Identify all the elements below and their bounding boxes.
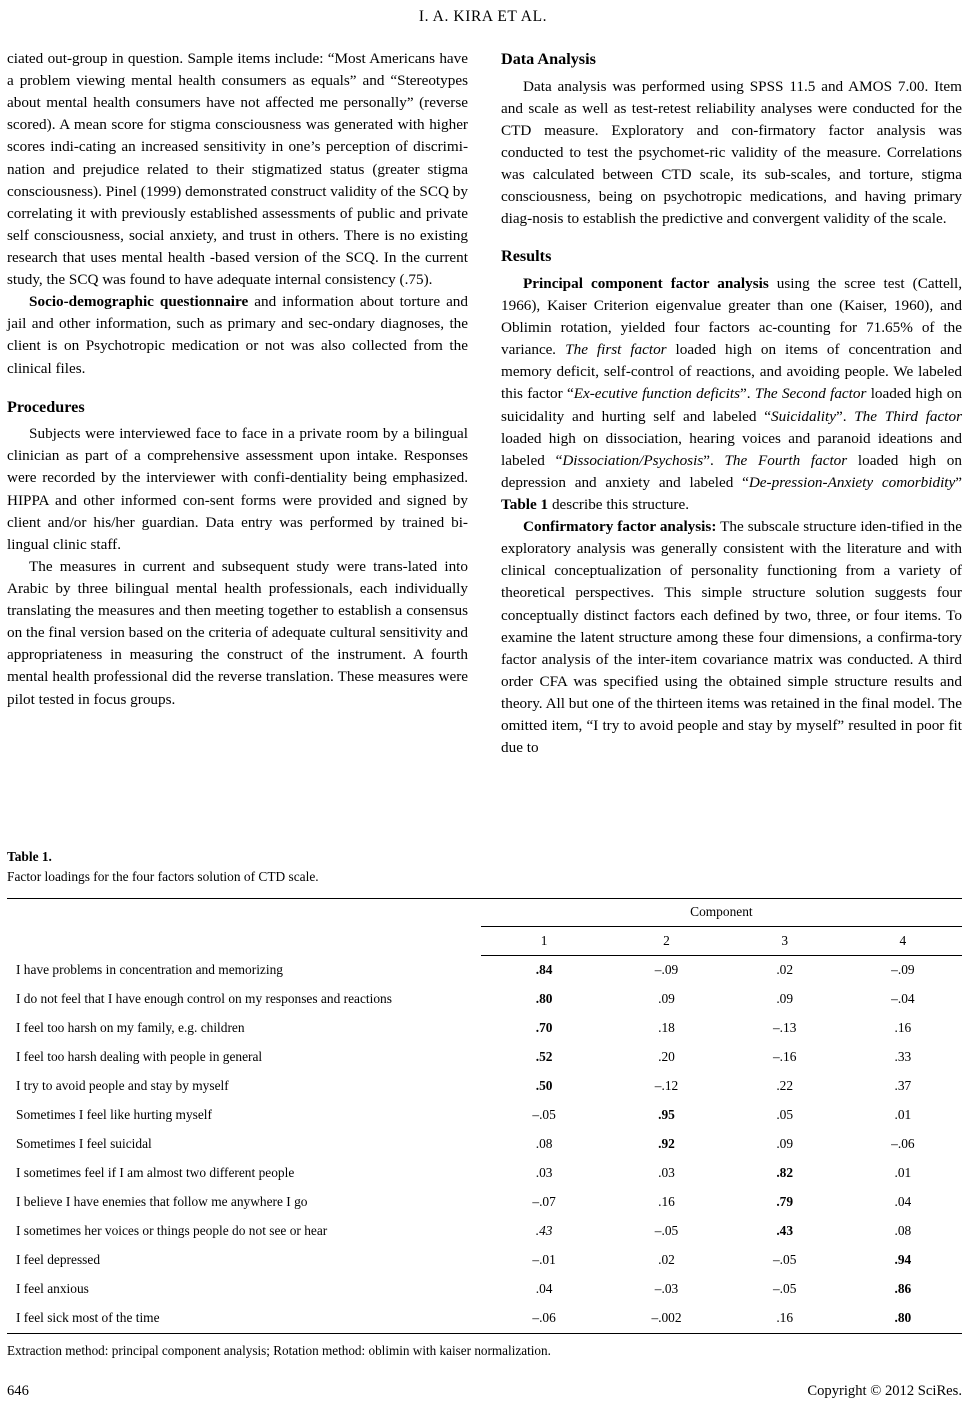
- loading-value-c3: .22: [776, 1078, 794, 1094]
- table-row: [7, 985, 962, 1014]
- text-run: Suicidality: [770, 407, 836, 425]
- text-run: ”: [955, 473, 962, 491]
- row-item-label: I feel anxious: [16, 1281, 89, 1297]
- primary-loading: .92: [658, 1136, 675, 1152]
- loading-value-c4: –.04: [891, 991, 915, 1007]
- table-note: Extraction method: principal component analysis; Rotation method: oblimin with kaiser normalization.: [7, 1342, 551, 1358]
- loading-value-c1: –.06: [532, 1310, 556, 1326]
- row-label-header: [7, 926, 481, 955]
- text-run: Socio-demographic questionnaire: [29, 293, 249, 311]
- row-item-label: Sometimes I feel suicidal: [16, 1136, 152, 1152]
- component-number-header-row: [7, 926, 962, 955]
- loading-value-c1: [481, 1072, 608, 1101]
- row-item-label: I do not feel that I have enough control on my responses and reactions: [16, 991, 392, 1007]
- loading-value-c3: –.05: [772, 1281, 797, 1297]
- table-block: [7, 848, 962, 1360]
- paragraph-stigma-consciousness: [7, 48, 468, 291]
- loading-value-c4: .04: [894, 1194, 912, 1210]
- row-item-label: I feel too harsh dealing with people in general: [16, 1049, 263, 1065]
- primary-loading: .86: [894, 1281, 912, 1297]
- table-row: [7, 1217, 962, 1246]
- text-run: Data analysis was performed using SPSS 11.5 and AMOS 7.00. Item and scale as well as test-retest reliability analyses were conducted for the CTD measure. Exploratory and con-firmatory factor analysis was conducted to test the psychomet-ric validity of the measure. Correlations was calculated between CTD scale, its sub-scales, and torture, stigma consciousness, being on psychotropic medications, and having primary diag-nosis to establish the predictive and convergent validity of the scale.: [501, 77, 962, 228]
- heading-results: Results: [501, 247, 552, 266]
- loading-value-c4: .01: [894, 1165, 912, 1181]
- loading-value-c1: [481, 1217, 608, 1246]
- paragraph-procedures-1: [7, 423, 468, 556]
- text-run: loaded high on suicidality and hurting self and labeled “: [501, 385, 962, 425]
- loading-value-c2: –.002: [651, 1310, 682, 1326]
- loading-value-c2: –.03: [654, 1281, 679, 1297]
- table-number: Table 1.: [7, 849, 52, 864]
- row-item-label: I feel too harsh on my family, e.g. children: [16, 1020, 245, 1036]
- loading-value-c2: .16: [658, 1194, 675, 1210]
- loading-value-c3: .05: [776, 1107, 794, 1123]
- table-row: [7, 1188, 962, 1217]
- loading-value-c1: –.05: [532, 1107, 556, 1123]
- text-run: Subjects were interviewed face to face in a private room by a bilingual clinician as part of a comprehensive assessment upon intake. Responses were recorded by the interviewer with confi-dentiality being emphasized. HIPPA and other informed con-sent forms were provided and signed by client and/or his/her guardian. Data entry was performed by trained bi-lingual clinic staff.: [7, 425, 468, 553]
- loading-value-c1: .04: [535, 1281, 553, 1297]
- table-row: [7, 1275, 962, 1304]
- empty-corner-cell: [7, 899, 481, 927]
- table-row: [7, 1101, 962, 1130]
- loading-value-c2: .02: [658, 1252, 675, 1268]
- loading-value-c4: .08: [894, 1223, 912, 1239]
- text-run: Principal component factor analysis: [523, 274, 769, 292]
- row-item-label: I sometimes her voices or things people do not see or hear: [16, 1223, 328, 1239]
- loading-value-c3: –.13: [772, 1020, 797, 1036]
- paragraph-confirmatory-factor: [501, 516, 962, 759]
- loading-value-c3: [726, 1159, 844, 1188]
- loading-value-c4: –.06: [891, 1136, 915, 1152]
- primary-loading: .80: [894, 1310, 912, 1326]
- table-row: [7, 1130, 962, 1159]
- loading-value-c2: .18: [658, 1020, 675, 1036]
- loading-value-c1: [481, 955, 608, 985]
- text-run: loaded high on dissociation, hearing voices and paranoid ideations and labeled “: [501, 429, 962, 469]
- text-run: describe this structure.: [548, 495, 690, 513]
- loading-value-c4: .01: [894, 1107, 912, 1123]
- loading-value-c3: [726, 1217, 844, 1246]
- text-run: ”.: [835, 407, 855, 425]
- running-head: I. A. KIRA ET AL.: [418, 8, 548, 25]
- table-row: [7, 1246, 962, 1275]
- primary-loading: .94: [894, 1252, 912, 1268]
- loading-value-c2: .03: [658, 1165, 675, 1181]
- loading-value-c1: [481, 1043, 608, 1072]
- text-run: Dissociation/Psychosis: [562, 451, 704, 469]
- primary-loading: .50: [535, 1078, 553, 1094]
- text-run: The subscale structure iden-tified in the exploratory analysis was generally consistent with the literature and with clinical conceptualization of personality functioning from a variety of theoretical perspectives. This simple structure solution suggests four conceptually distinct factors each defined by two, three, or four items. To examine the latent structure among these four dimensions, a confirma-tory factor analysis of the inter-item covariance matrix was conducted. A third order CFA was specified using the obtained simple structure results and theory. All but one of the thirteen items was retained in the final model. The omitted item, “I try to avoid people and stay by myself” resulted in poor fit due to: [501, 518, 963, 757]
- text-run: De-pression-Anxiety comorbidity: [748, 473, 956, 491]
- text-run: using the scree test (Cattell, 1966), Kaiser Criterion eigenvalue greater than one (Kaiser, 1960), and Oblimin rotation, yielded four factors ac-counting for 71.65% of the variance: [501, 274, 962, 359]
- text-run: Table 1: [501, 495, 549, 513]
- component-group-label: Component: [481, 899, 962, 927]
- row-item-label: I have problems in concentration and memorizing: [16, 961, 283, 977]
- text-run: Ex-ecutive function deficits: [573, 385, 741, 403]
- loading-value-c4: –.09: [891, 962, 915, 978]
- text-run: The Second factor: [754, 385, 867, 403]
- text-run: Confirmatory factor analysis:: [523, 518, 717, 536]
- loading-value-c3: .09: [776, 991, 794, 1007]
- loading-value-c3: –.05: [772, 1252, 797, 1268]
- row-item-label: I feel sick most of the time: [16, 1310, 160, 1326]
- loading-value-c3: –.16: [772, 1049, 797, 1065]
- primary-loading: .80: [535, 991, 553, 1007]
- text-run: . The first factor: [552, 341, 667, 359]
- loading-value-c2: –.05: [654, 1223, 679, 1239]
- right-column: [501, 48, 962, 838]
- page-number: 646: [7, 1383, 29, 1399]
- text-run: ”.: [703, 451, 725, 469]
- text-run: The Fourth factor: [724, 451, 848, 469]
- column-header-3: 3: [726, 926, 844, 955]
- text-run: ”.: [740, 385, 755, 403]
- primary-loading: .84: [535, 962, 553, 978]
- table-row: [7, 1304, 962, 1334]
- table-row: [7, 1072, 962, 1101]
- text-run: The Third factor: [854, 407, 962, 425]
- row-item-label: I believe I have enemies that follow me anywhere I go: [16, 1194, 308, 1210]
- table-row: [7, 1014, 962, 1043]
- loading-value-c1: .03: [535, 1165, 553, 1181]
- row-item-label: Sometimes I feel like hurting myself: [16, 1107, 212, 1123]
- primary-loading: .95: [658, 1107, 675, 1123]
- loading-value-c3: .09: [776, 1136, 794, 1152]
- table-caption: Factor loadings for the four factors solution of CTD scale.: [7, 869, 319, 885]
- table-body: [7, 898, 962, 1334]
- paragraph-data-analysis: [501, 76, 962, 231]
- rule-cell: [7, 1333, 962, 1334]
- column-header-1: 1: [481, 926, 608, 955]
- loading-value-c3: .02: [776, 962, 794, 978]
- loading-value-c4: [844, 1246, 962, 1275]
- primary-loading: .52: [535, 1049, 553, 1065]
- paragraph-procedures-2: [7, 556, 468, 711]
- loading-value-c4: .33: [894, 1049, 912, 1065]
- text-run: loaded high on items of concentration and memory deficit, self-control of reactions, and avoiding people. We labeled this factor “: [501, 341, 962, 403]
- heading-data-analysis: Data Analysis: [501, 50, 596, 68]
- loading-value-c4: .37: [894, 1078, 912, 1094]
- loading-value-c2: [607, 1130, 725, 1159]
- text-run: and information about torture and jail and other information, such as primary and sec-ondary diagnoses, the client is on Psychotropic medication or not was also collected from the clinical files.: [7, 293, 468, 377]
- left-column: [7, 48, 468, 838]
- table-row: [7, 955, 962, 985]
- loading-value-c4: [844, 1275, 962, 1304]
- text-run: loaded high on depression and anxiety and labeled “: [501, 451, 962, 491]
- column-header-2: 2: [607, 926, 725, 955]
- component-group-header-row: [7, 899, 962, 927]
- loading-value-c1: [481, 1014, 608, 1043]
- primary-loading: .79: [776, 1194, 794, 1210]
- copyright-notice: Copyright © 2012 SciRes.: [807, 1383, 962, 1399]
- loading-value-c4: [844, 1304, 962, 1334]
- table-row: [7, 1043, 962, 1072]
- column-header-4: 4: [844, 926, 962, 955]
- loading-value-c1: –.07: [532, 1194, 556, 1210]
- factor-loadings-table: [7, 898, 962, 1334]
- loading-value-c2: –.12: [654, 1078, 679, 1094]
- body-columns: [7, 48, 962, 838]
- loading-value-c1: –.01: [532, 1252, 556, 1268]
- paragraph-socio-demographic: [7, 291, 468, 379]
- paragraph-principal-component: [501, 273, 962, 516]
- table-rule-bottom: [7, 1333, 962, 1334]
- loading-value-c2: [607, 1101, 725, 1130]
- page-footer: [7, 1383, 962, 1400]
- heading-procedures: Procedures: [7, 397, 85, 416]
- table-row: [7, 1159, 962, 1188]
- loading-value-c1: .08: [535, 1136, 553, 1152]
- primary-loading: .43: [776, 1223, 794, 1239]
- row-item-label: I feel depressed: [16, 1252, 101, 1268]
- cross-loading: .43: [535, 1223, 553, 1239]
- loading-value-c2: .09: [658, 991, 675, 1007]
- loading-value-c3: .16: [776, 1310, 794, 1326]
- loading-value-c2: –.09: [654, 962, 679, 978]
- loading-value-c2: .20: [658, 1049, 675, 1065]
- primary-loading: .70: [535, 1020, 553, 1036]
- primary-loading: .82: [776, 1165, 794, 1181]
- text-run: ciated out-group in question. Sample items include: “Most Americans have a problem viewing mental health consumers as equals” and “Stereotypes about mental health consumers have not affected me personally” (reverse scored). A mean score for stigma consciousness was generated with higher scores indi-cating an increased sensitivity in one’s perception of discrimi-nation and prejudice related to their stigmatized status (greater stigma consciousness). Pinel (1999) demonstrated construct validity of the SCQ by correlating it with previously established assessments of public and private self consciousness, social anxiety, and trust in others. There is no existing research that uses mental health -based version of the SCQ. In the current study, the SCQ was found to have adequate internal consistency (.75).: [7, 50, 468, 289]
- text-run: The measures in current and subsequent study were trans-lated into Arabic by three bilingual mental health professionals, each individually translating the measures and then meeting together to establish a consensus on the final version based on the criteria of adequate cultural sensitivity and appropriateness in measuring the construct of the instrument. A fourth mental health professional did the reverse translation. These measures were pilot tested in focus groups.: [7, 557, 468, 708]
- row-item-label: I sometimes feel if I am almost two different people: [16, 1165, 295, 1181]
- loading-value-c3: [726, 1188, 844, 1217]
- loading-value-c4: .16: [894, 1020, 912, 1036]
- row-item-label: I try to avoid people and stay by myself: [16, 1078, 229, 1094]
- loading-value-c1: [481, 985, 608, 1014]
